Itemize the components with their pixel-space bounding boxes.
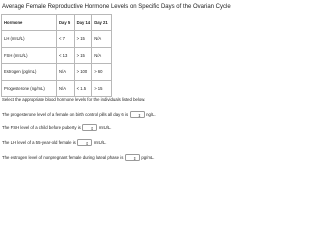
unit-label: mIU/L.	[93, 140, 107, 145]
day14-value: > 15	[74, 31, 92, 48]
instructions: Select the appropriate blood hormone levels for the individuals listed below.	[2, 97, 146, 102]
hormone-name: FSH (mIU/L)	[2, 47, 57, 64]
day14-value: < 1.5	[74, 80, 92, 97]
hormone-name: Progesterone (ng/mL)	[2, 80, 57, 97]
column-header-day21: Day 21	[92, 15, 112, 31]
day21-value: > 60	[92, 64, 112, 81]
chevron-updown-icon: ⇕	[90, 125, 94, 131]
day5-value: N/A	[57, 80, 75, 97]
column-header-day14: Day 14	[74, 15, 92, 31]
question-estrogen	[2, 154, 155, 161]
page-title: Average Female Reproductive Hormone Levels on Specific Days of the Ovarian Cycle	[2, 4, 231, 10]
table-row	[2, 80, 112, 97]
question-text: The FSH level of a child before puberty is	[2, 125, 81, 130]
day14-value: > 100	[74, 64, 92, 81]
day21-value: N/A	[92, 47, 112, 64]
day21-value: N/A	[92, 31, 112, 48]
table-row	[2, 64, 112, 81]
column-header-day5: Day 5	[57, 15, 75, 31]
unit-label: pg/mL.	[141, 155, 155, 160]
question-fsh	[2, 124, 111, 131]
unit-label: mIU/L.	[98, 125, 112, 130]
chevron-updown-icon: ⇕	[137, 112, 142, 118]
hormone-name: Estrogen (pg/mL)	[2, 64, 57, 81]
question-progesterone	[2, 111, 156, 118]
table-row	[2, 31, 112, 48]
question-text: The estrogen level of nonpregnant female during luteal phase is	[2, 155, 124, 160]
question-text: The progesterone level of a female on birth control pills all day 6 is	[2, 112, 129, 117]
hormone-name: LH (mIU/L)	[2, 31, 57, 48]
unit-label: ng/L.	[146, 112, 156, 117]
question-lh	[2, 139, 106, 146]
column-header-hormone: Hormone	[2, 15, 57, 31]
fsh-select[interactable]	[82, 124, 97, 131]
table-header-row	[2, 15, 112, 31]
day5-value: < 7	[57, 31, 75, 48]
question-text: The LH level of a 55-year-old female is	[2, 140, 76, 145]
chevron-updown-icon: ⇕	[85, 140, 89, 146]
estrogen-select[interactable]	[125, 154, 140, 161]
progesterone-select[interactable]	[130, 111, 145, 118]
day14-value: > 15	[74, 47, 92, 64]
table-row	[2, 47, 112, 64]
chevron-updown-icon: ⇕	[133, 155, 137, 161]
day5-value: < 13	[57, 47, 75, 64]
day21-value: > 15	[92, 80, 112, 97]
day5-value: N/A	[57, 64, 75, 81]
lh-select[interactable]	[77, 139, 92, 146]
hormone-table	[1, 14, 112, 97]
